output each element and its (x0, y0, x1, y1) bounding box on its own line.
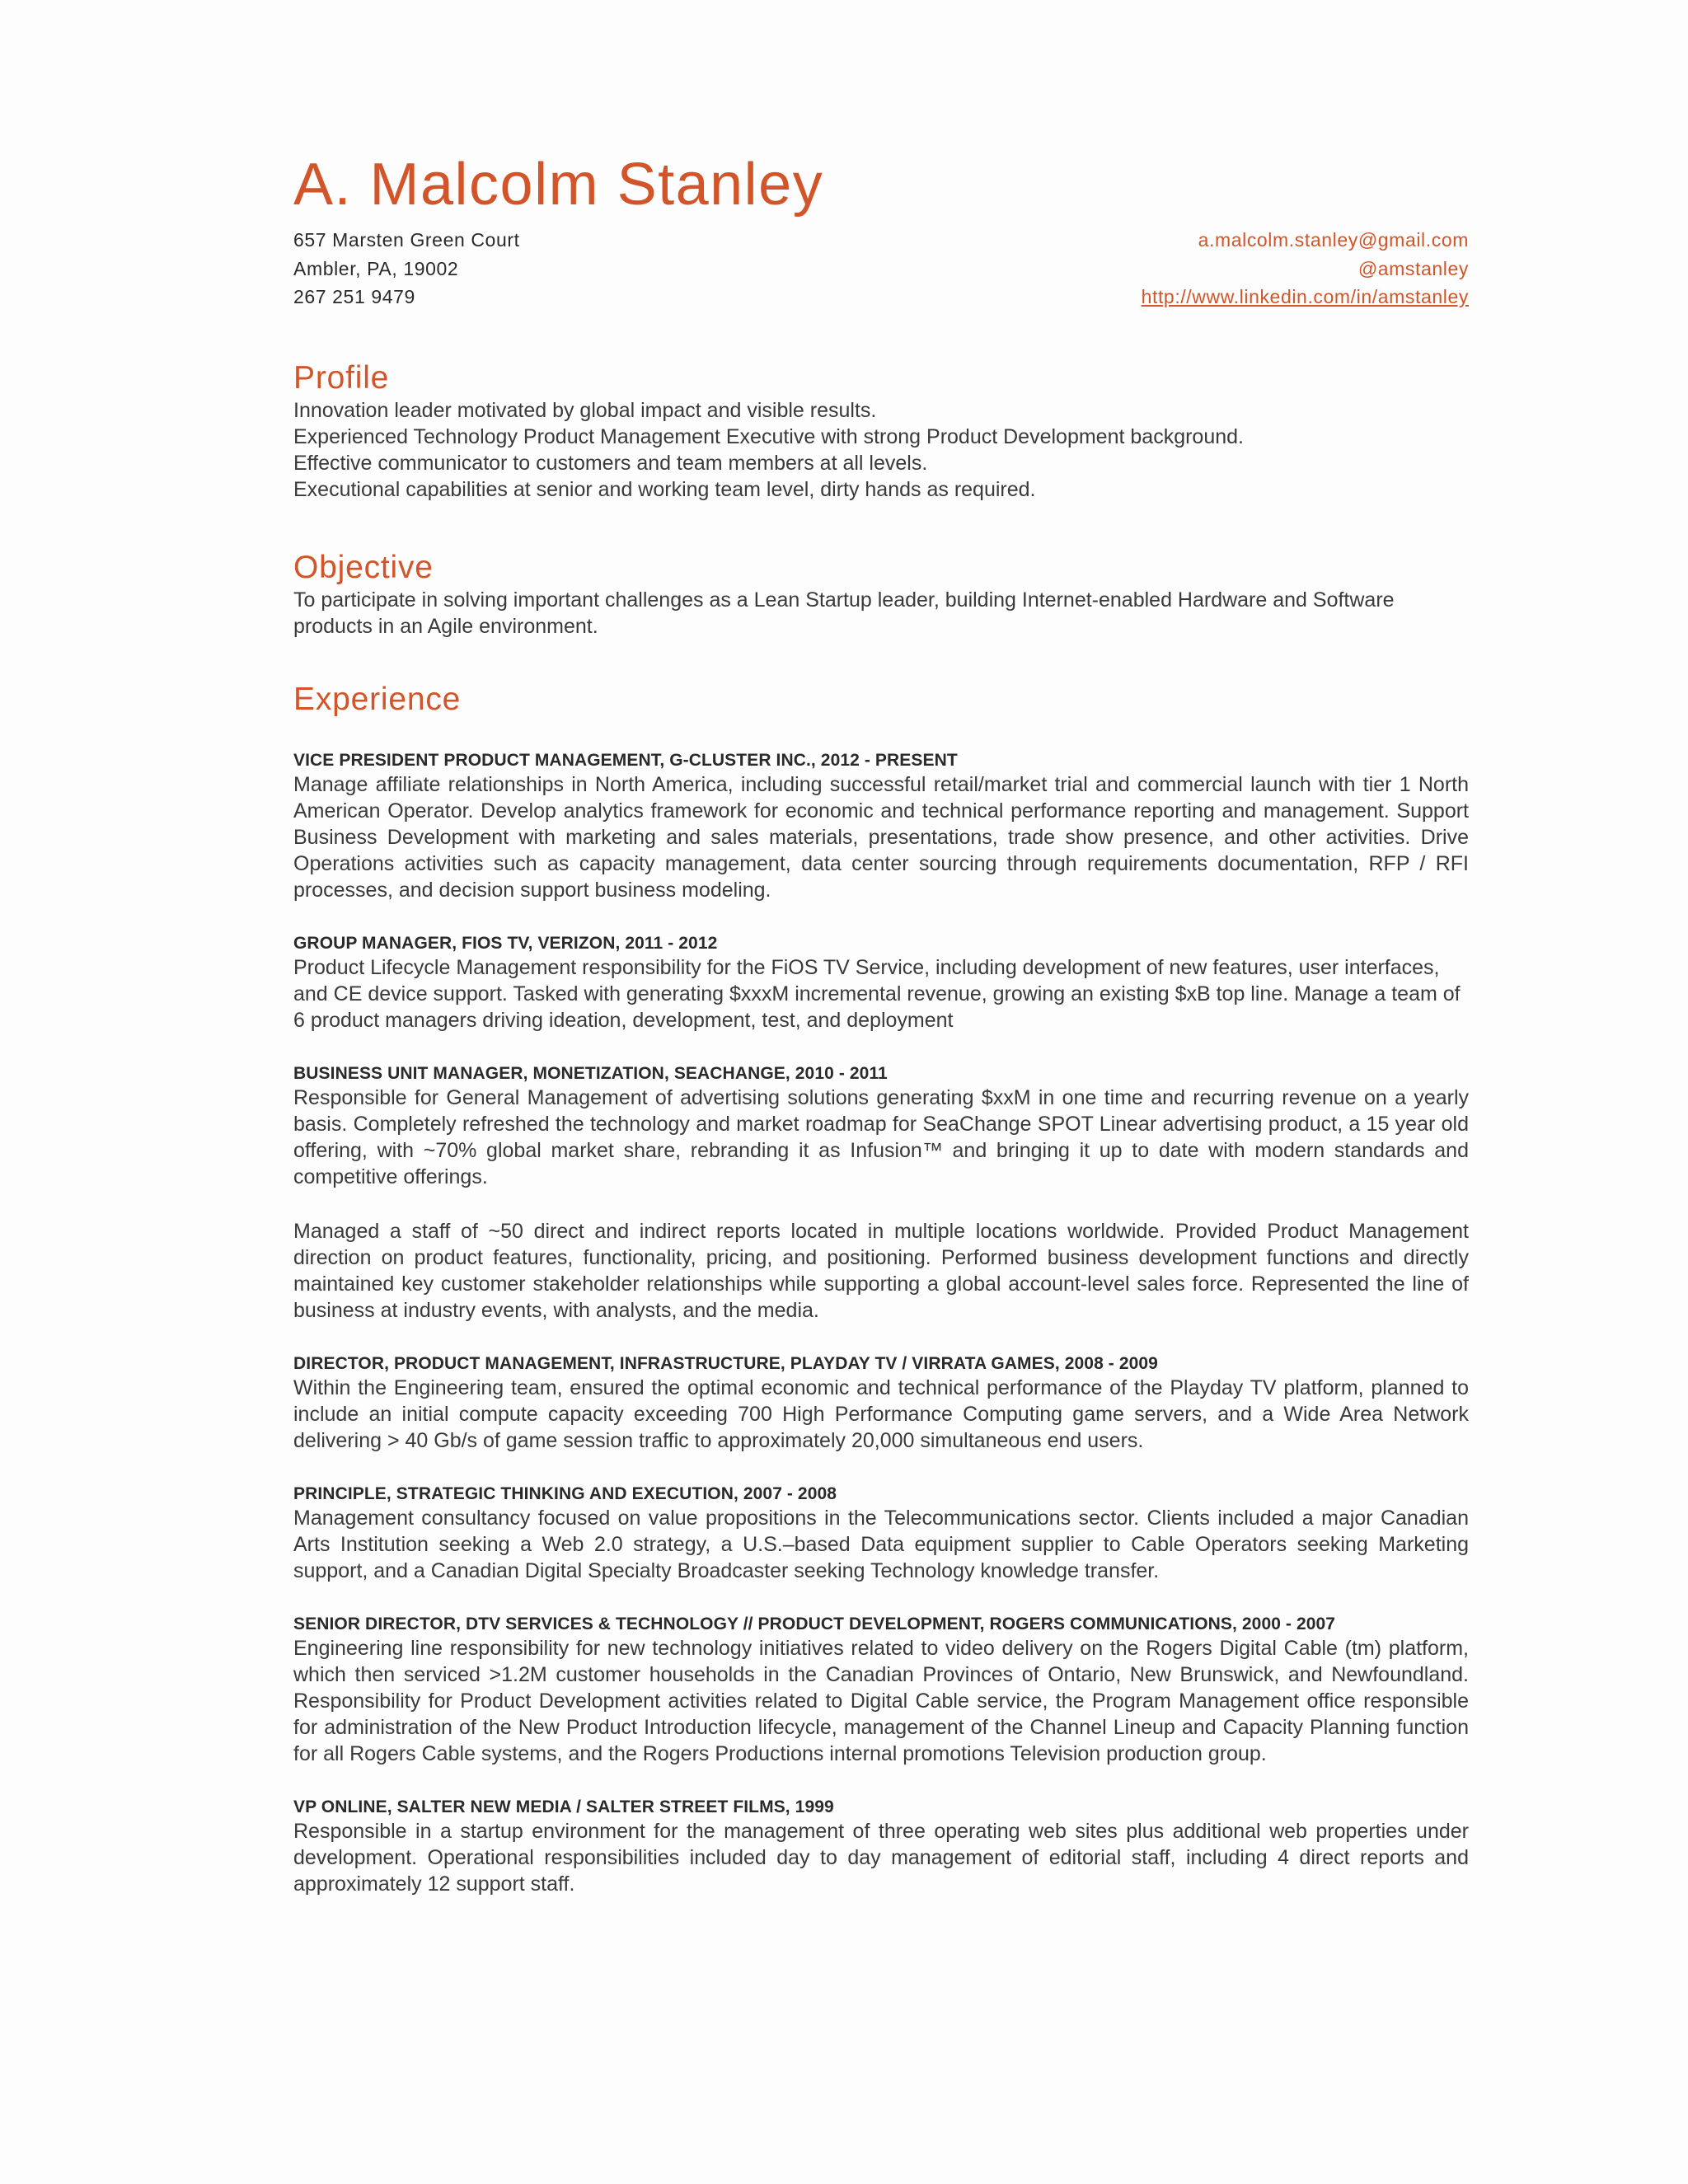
contact-block (293, 226, 1469, 312)
profile-line: Effective communicator to customers and team members at all levels. (293, 451, 928, 475)
job-title: PRINCIPLE, STRATEGIC THINKING AND EXECUTION, 2007 - 2008 (293, 1483, 837, 1503)
objective-text: To participate in solving important challenges as a Lean Startup leader, building Internet-enabled Hardware and Software products in an Agile environment. (293, 588, 1395, 638)
job-title: SENIOR DIRECTOR, DTV SERVICES & TECHNOLOGY // PRODUCT DEVELOPMENT, ROGERS COMMUNICATIONS, 2000 - 2007 (293, 1614, 1336, 1633)
phone-number: 267 251 9479 (293, 286, 415, 307)
profile-heading: Profile (293, 359, 390, 396)
job-description: Product Lifecycle Management responsibility for the FiOS TV Service, including development of new features, user interfaces, and CE device support. Tasked with generating $xxxM incremental revenue, growing an existing $xB top line. Manage a team of 6 product managers driving ideation, development, test, and deployment (293, 955, 1461, 1032)
resume-content (293, 148, 1469, 1897)
experience-item (293, 1614, 1469, 1767)
experience-item (293, 933, 1469, 1033)
experience-heading: Experience (293, 681, 462, 717)
job-description: Responsible for General Management of advertising solutions generating $xxM in one time and recurring revenue on a yearly basis. Completely refreshed the technology and market roadmap for SeaChange SPOT Linear advertising product, a 15 year old offering, with ~70% global market share, rebranding it as Infusion™ and bringing it up to date with modern standards and competitive offerings. (293, 1085, 1469, 1188)
job-title: VP ONLINE, SALTER NEW MEDIA / SALTER STREET FILMS, 1999 (293, 1797, 834, 1816)
objective-heading: Objective (293, 549, 434, 585)
address-line-1: 657 Marsten Green Court (293, 229, 520, 251)
job-title: DIRECTOR, PRODUCT MANAGEMENT, INFRASTRUCTURE, PLAYDAY TV / VIRRATA GAMES, 2008 - 2009 (293, 1353, 1158, 1373)
job-description: Within the Engineering team, ensured the optimal economic and technical performance of the Playday TV platform, planned to include an initial compute capacity exceeding 700 High Performance Computing game servers, and a Wide Area Network delivering > 40 Gb/s of game session traffic to approximately 20,000 simultaneous end users. (293, 1376, 1469, 1452)
twitter-handle[interactable]: @amstanley (1357, 257, 1469, 279)
job-title: BUSINESS UNIT MANAGER, MONETIZATION, SEACHANGE, 2010 - 2011 (293, 1063, 888, 1083)
contact-online-block (1142, 226, 1469, 312)
candidate-name: A. Malcolm Stanley (293, 152, 824, 218)
linkedin-link[interactable]: http://www.linkedin.com/in/amstanley (1141, 286, 1469, 307)
profile-line: Experienced Technology Product Management Executive with strong Product Development background. (293, 424, 1244, 448)
job-title: GROUP MANAGER, FIOS TV, VERIZON, 2011 - 2012 (293, 933, 718, 953)
job-description: Management consultancy focused on value propositions in the Telecommunications sector. Clients included a major Canadian Arts Institution seeking a Web 2.0 strategy, a U.S.–based Data equipment supplier to Cable Operators seeking Marketing support, and a Canadian Digital Specialty Broadcaster seeking Technology knowledge transfer. (293, 1506, 1469, 1582)
job-title: VICE PRESIDENT PRODUCT MANAGEMENT, G-CLUSTER INC., 2012 - PRESENT (293, 750, 958, 770)
experience-item (293, 1797, 1469, 1897)
experience-item (293, 750, 1469, 903)
job-description: Engineering line responsibility for new technology initiatives related to video delivery on the Rogers Digital Cable (tm) platform, which then serviced >1.2M customer households in the Canadian Provinces of Ontario, New Brunswick, and Newfoundland. Responsibility for Product Development activities related to Digital Cable service, the Program Management office responsible for administration of the New Product Introduction lifecycle, management of the Channel Lineup and Capacity Planning function for all Rogers Cable systems, and the Rogers Productions internal promotions Television production group. (293, 1636, 1469, 1765)
address-line-2: Ambler, PA, 19002 (293, 257, 459, 279)
job-description: Manage affiliate relationships in North America, including successful retail/market trial and commercial launch with tier 1 North American Operator. Develop analytics framework for economic and technical performance reporting and management. Support Business Development with marketing and sales materials, presentations, trade show presence, and other activities. Drive Operations activities such as capacity management, data center sourcing through requirements documentation, RFP / RFI processes, and decision support business modeling. (293, 772, 1469, 902)
contact-address-block (293, 226, 520, 312)
profile-line: Executional capabilities at senior and working team level, dirty hands as required. (293, 477, 1036, 501)
email-link[interactable]: a.malcolm.stanley@gmail.com (1198, 229, 1469, 251)
experience-item (293, 1483, 1469, 1584)
job-description-continued: Managed a staff of ~50 direct and indirect reports located in multiple locations worldwide. Provided Product Management direction on product features, functionality, pricing, and positioning. Performed business development functions and directly maintained key customer stakeholder relationships while supporting a global account-level sales force. Represented the line of business at industry events, with analysts, and the media. (293, 1219, 1469, 1322)
profile-section (293, 397, 1469, 503)
experience-item (293, 1063, 1469, 1324)
profile-line: Innovation leader motivated by global impact and visible results. (293, 398, 877, 422)
experience-item (293, 1353, 1469, 1454)
job-description: Responsible in a startup environment for the management of three operating web sites plus additional web properties under development. Operational responsibilities included day to day management of editorial staff, including 4 direct reports and approximately 12 support staff. (293, 1819, 1469, 1896)
